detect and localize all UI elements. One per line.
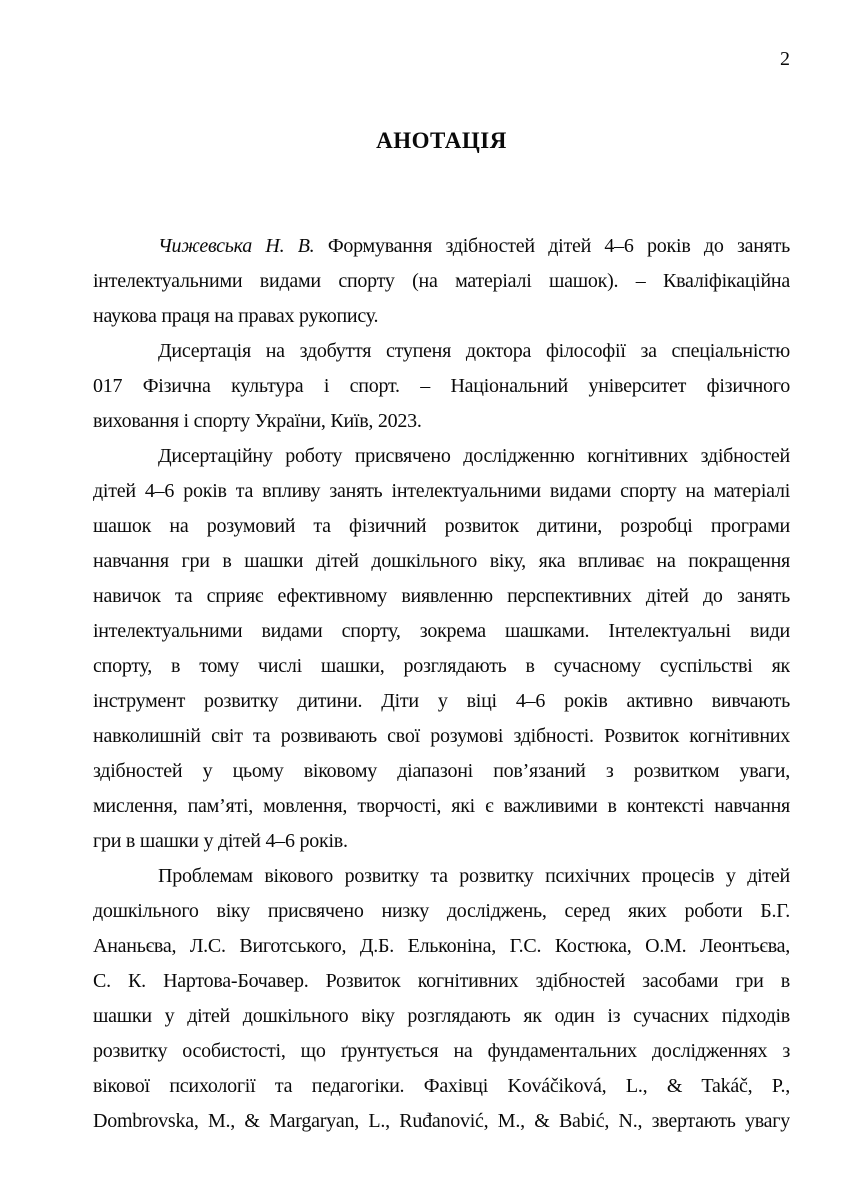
text-segment: здібностей у цьому віковому діапазоні пов’язаний з розвитком уваги,	[93, 760, 790, 782]
page-number: 2	[780, 48, 790, 70]
text-line	[93, 474, 790, 509]
text-segment: навчання гри в шашки дітей дошкільного віку, яка впливає на покращення	[93, 550, 790, 572]
text-line	[93, 229, 790, 264]
text-segment: Проблемам вікового розвитку та розвитку психічних процесів у дітей	[158, 865, 790, 887]
text-segment: Ананьєва, Л.С. Виготського, Д.Б. Ельконіна, Г.С. Костюка, О.М. Леонтьєва,	[93, 935, 790, 957]
text-line	[93, 264, 790, 299]
paragraph	[93, 229, 790, 334]
text-line	[93, 754, 790, 789]
paragraph	[93, 859, 790, 1139]
text-segment: дошкільного віку присвячено низку досліджень, серед яких роботи Б.Г.	[93, 900, 790, 922]
text-segment: інтелектуальними видами спорту, зокрема шашками. Інтелектуальні види	[93, 620, 790, 642]
text-line	[93, 509, 790, 544]
italic-text-segment: Чижевська Н. В.	[158, 235, 328, 257]
document-title: АНОТАЦІЯ	[376, 128, 507, 153]
text-segment: шашок на розумовий та фізичний розвиток дитини, розробці програми	[93, 515, 790, 537]
text-line	[93, 1104, 790, 1139]
text-line	[93, 894, 790, 929]
text-segment: мислення, пам’яті, мовлення, творчості, які є важливими в контексті навчання	[93, 795, 790, 817]
text-segment: Дисертаційну роботу присвячено дослідженню когнітивних здібностей	[158, 445, 790, 467]
text-segment: 017 Фізична культура і спорт. – Національний університет фізичного	[93, 375, 790, 397]
text-line	[93, 964, 790, 999]
text-line	[93, 439, 790, 474]
text-line	[93, 824, 790, 859]
text-segment: С. К. Нартова-Бочавер. Розвиток когнітивних здібностей засобами гри в	[93, 970, 790, 992]
text-segment: наукова праця на правах рукопису.	[93, 305, 379, 327]
paragraph	[93, 439, 790, 859]
text-segment: розвитку особистості, що ґрунтується на фундаментальних дослідженнях з	[93, 1040, 790, 1062]
text-segment: гри в шашки у дітей 4–6 років.	[93, 830, 348, 852]
text-line	[93, 334, 790, 369]
document-body	[93, 229, 790, 1139]
paragraph	[93, 334, 790, 439]
text-line	[93, 929, 790, 964]
text-segment: Dombrovska, M., & Margaryan, L., Ruđanović, M., & Babić, N., звертають увагу	[93, 1110, 790, 1132]
text-line	[93, 719, 790, 754]
text-line	[93, 369, 790, 404]
text-segment: навколишній світ та розвивають свої розумові здібності. Розвиток когнітивних	[93, 725, 790, 747]
text-line	[93, 859, 790, 894]
text-segment: вікової психології та педагогіки. Фахівці Kováčiková, L., & Takáč, P.,	[93, 1075, 790, 1097]
text-segment: інтелектуальними видами спорту (на матеріалі шашок). – Кваліфікаційна	[93, 270, 790, 292]
text-segment: Формування здібностей дітей 4–6 років до занять	[327, 235, 790, 257]
text-line	[93, 614, 790, 649]
text-segment: виховання і спорту України, Київ, 2023.	[93, 410, 422, 432]
text-line	[93, 1034, 790, 1069]
text-line	[93, 544, 790, 579]
text-line	[93, 789, 790, 824]
text-segment: спорту, в тому числі шашки, розглядають в сучасному суспільстві як	[93, 655, 790, 677]
text-line	[93, 579, 790, 614]
text-line	[93, 649, 790, 684]
text-line	[93, 684, 790, 719]
text-segment: інструмент розвитку дитини. Діти у віці 4–6 років активно вивчають	[93, 690, 790, 712]
text-segment: дітей 4–6 років та впливу занять інтелектуальними видами спорту на матеріалі	[93, 480, 790, 502]
text-line	[93, 404, 790, 439]
text-line	[93, 1069, 790, 1104]
text-line	[93, 999, 790, 1034]
text-segment: Дисертація на здобуття ступеня доктора філософії за спеціальністю	[158, 340, 790, 362]
text-segment: навичок та сприяє ефективному виявленню перспективних дітей до занять	[93, 585, 790, 607]
text-segment: шашки у дітей дошкільного віку розглядають як один із сучасних підходів	[93, 1005, 790, 1027]
text-line	[93, 299, 790, 334]
